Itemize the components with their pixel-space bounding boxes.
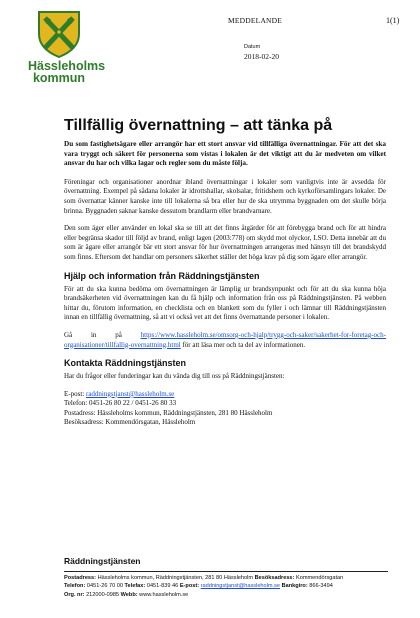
footer-bankgiro: 866-3494 bbox=[307, 583, 333, 590]
section-heading-contact: Kontakta Räddningstjänsten bbox=[64, 358, 187, 369]
department-name: Räddningstjänsten bbox=[64, 556, 141, 566]
footer-visit-label: Besöksadress: bbox=[254, 575, 295, 581]
date-label: Datum bbox=[244, 44, 261, 50]
footer-line-2 bbox=[64, 582, 394, 590]
contact-phone: Telefon: 0451-26 80 22 / 0451-26 80 33 bbox=[64, 399, 177, 408]
footer-org: 212000-0985 bbox=[84, 591, 121, 598]
footer-divider bbox=[64, 571, 388, 572]
document-type: MEDDELANDE bbox=[228, 16, 283, 25]
link-prefix: Gå in på bbox=[64, 330, 141, 339]
info-link[interactable]: https://www.hassleholm.se/omsorg-och-hjalp/trygg-och-saker/sakerhet-for-foretag-och-organisationer/tillfallig-overnattning.html bbox=[64, 330, 386, 349]
brand-line-1: Hässleholms bbox=[28, 59, 106, 73]
municipality-logo bbox=[28, 10, 106, 85]
page-number: 1(1) bbox=[386, 16, 400, 25]
footer bbox=[64, 574, 394, 599]
footer-phone: 0451-26 70 00 bbox=[85, 583, 125, 590]
contact-visit: Besöksadress: Kommendörsgatan, Hässleholm bbox=[64, 417, 196, 426]
contact-intro: Har du frågor eller funderingar kan du vända dig till oss på Räddningstjänsten: bbox=[64, 372, 285, 381]
brand-line-2: kommun bbox=[32, 71, 86, 85]
body-paragraph-2: Den som äger eller använder en lokal ska se till att det finns åtgärder för att förebygga brand och för att hindra eller begränsa skador till följd av brand, enligt lagen (2003:778) om skydd mot olyckor, LSO. Detta innebär att du som är ägare eller arrangör bär ett stort ansvar för hur övernattningen arrangeras med hänsyn till det brandskydd som finns. Eftersom det handlar om personers säkerhet ställer det höga krav på dig som ägare eller arrangör. bbox=[64, 224, 386, 261]
email-label: E-post: bbox=[64, 389, 86, 398]
section-heading-help: Hjälp och information från Räddningstjänsten bbox=[64, 270, 260, 281]
coat-of-arms-icon bbox=[37, 10, 81, 58]
footer-web-label: Webb: bbox=[120, 591, 138, 598]
footer-postal: Hässleholms kommun, Räddningstjänsten, 281 80 Hässleholm bbox=[96, 575, 255, 581]
contact-postal: Postadress: Hässleholms kommun, Räddningstjänsten, 281 80 Hässleholm bbox=[64, 408, 273, 417]
contact-email-line bbox=[64, 390, 386, 399]
footer-fax-label: Telefax: bbox=[124, 583, 146, 590]
footer-visit: Kommendörsgatan bbox=[294, 575, 344, 581]
footer-org-label: Org. nr: bbox=[64, 591, 85, 598]
footer-email-label: E-post: bbox=[179, 583, 200, 590]
footer-fax: 0451-839 46 bbox=[145, 583, 180, 590]
link-paragraph bbox=[64, 331, 386, 350]
document-title: Tillfällig övernattning – att tänka på bbox=[64, 117, 333, 134]
footer-line-3 bbox=[64, 591, 394, 599]
footer-email-link[interactable]: raddningstjanst@hassleholm.se bbox=[200, 583, 281, 590]
section-help-text: För att du ska kunna bedöma om övernattningen är lämplig ur brandsynpunkt och för att du ska kunna höja brandsäkerheten vid övernattningen kan du få hjälp och information från oss på Räddningstjänsten. På webben hittar du, förutom information, en checklista och en blankett som du fyller i och lämnar till Räddningstjänsten innan en tillfällig övernattning, så att vi också vet att det finns övernattande personer i lokalen. bbox=[64, 284, 386, 322]
footer-line-1 bbox=[64, 574, 394, 582]
footer-web: www.hassleholm.se bbox=[137, 591, 189, 598]
document-date: 2018-02-20 bbox=[244, 52, 279, 61]
email-link[interactable]: raddningstjanst@hassleholm.se bbox=[85, 389, 175, 398]
link-suffix: för att läsa mer och ta del av informationen. bbox=[180, 340, 306, 349]
contact-details bbox=[64, 390, 386, 428]
footer-phone-label: Telefon: bbox=[64, 583, 86, 590]
document-body bbox=[64, 116, 386, 427]
lead-paragraph: Du som fastighetsägare eller arrangör har ett stort ansvar vid tillfälliga övernattningar. För att det ska vara tryggt och säkert för personerna som vistas i lokalen är det viktigt att du är medveten om vilket ansvar du har och vilka lagar och regler som du måste följa. bbox=[64, 140, 386, 168]
footer-postal-label: Postadress: bbox=[64, 575, 97, 581]
municipality-name bbox=[28, 59, 106, 85]
footer-bankgiro-label: Bankgiro: bbox=[281, 583, 308, 590]
body-paragraph-1: Föreningar och organisationer anordnar ibland övernattningar i lokaler som vanligtvis inte är avsedda för övernattning. Exempel på sådana lokaler är idrottshallar, skolsalar, fritidshem och kyrkoförsamlingars lokaler. De som övernattar känner kanske inte till lokalerna så bra eller hur de ska utrymma byggnaden om det skulle börja brinna. Byggnaden saknar kanske dessutom brandlarm eller brandvarnare. bbox=[64, 177, 386, 215]
